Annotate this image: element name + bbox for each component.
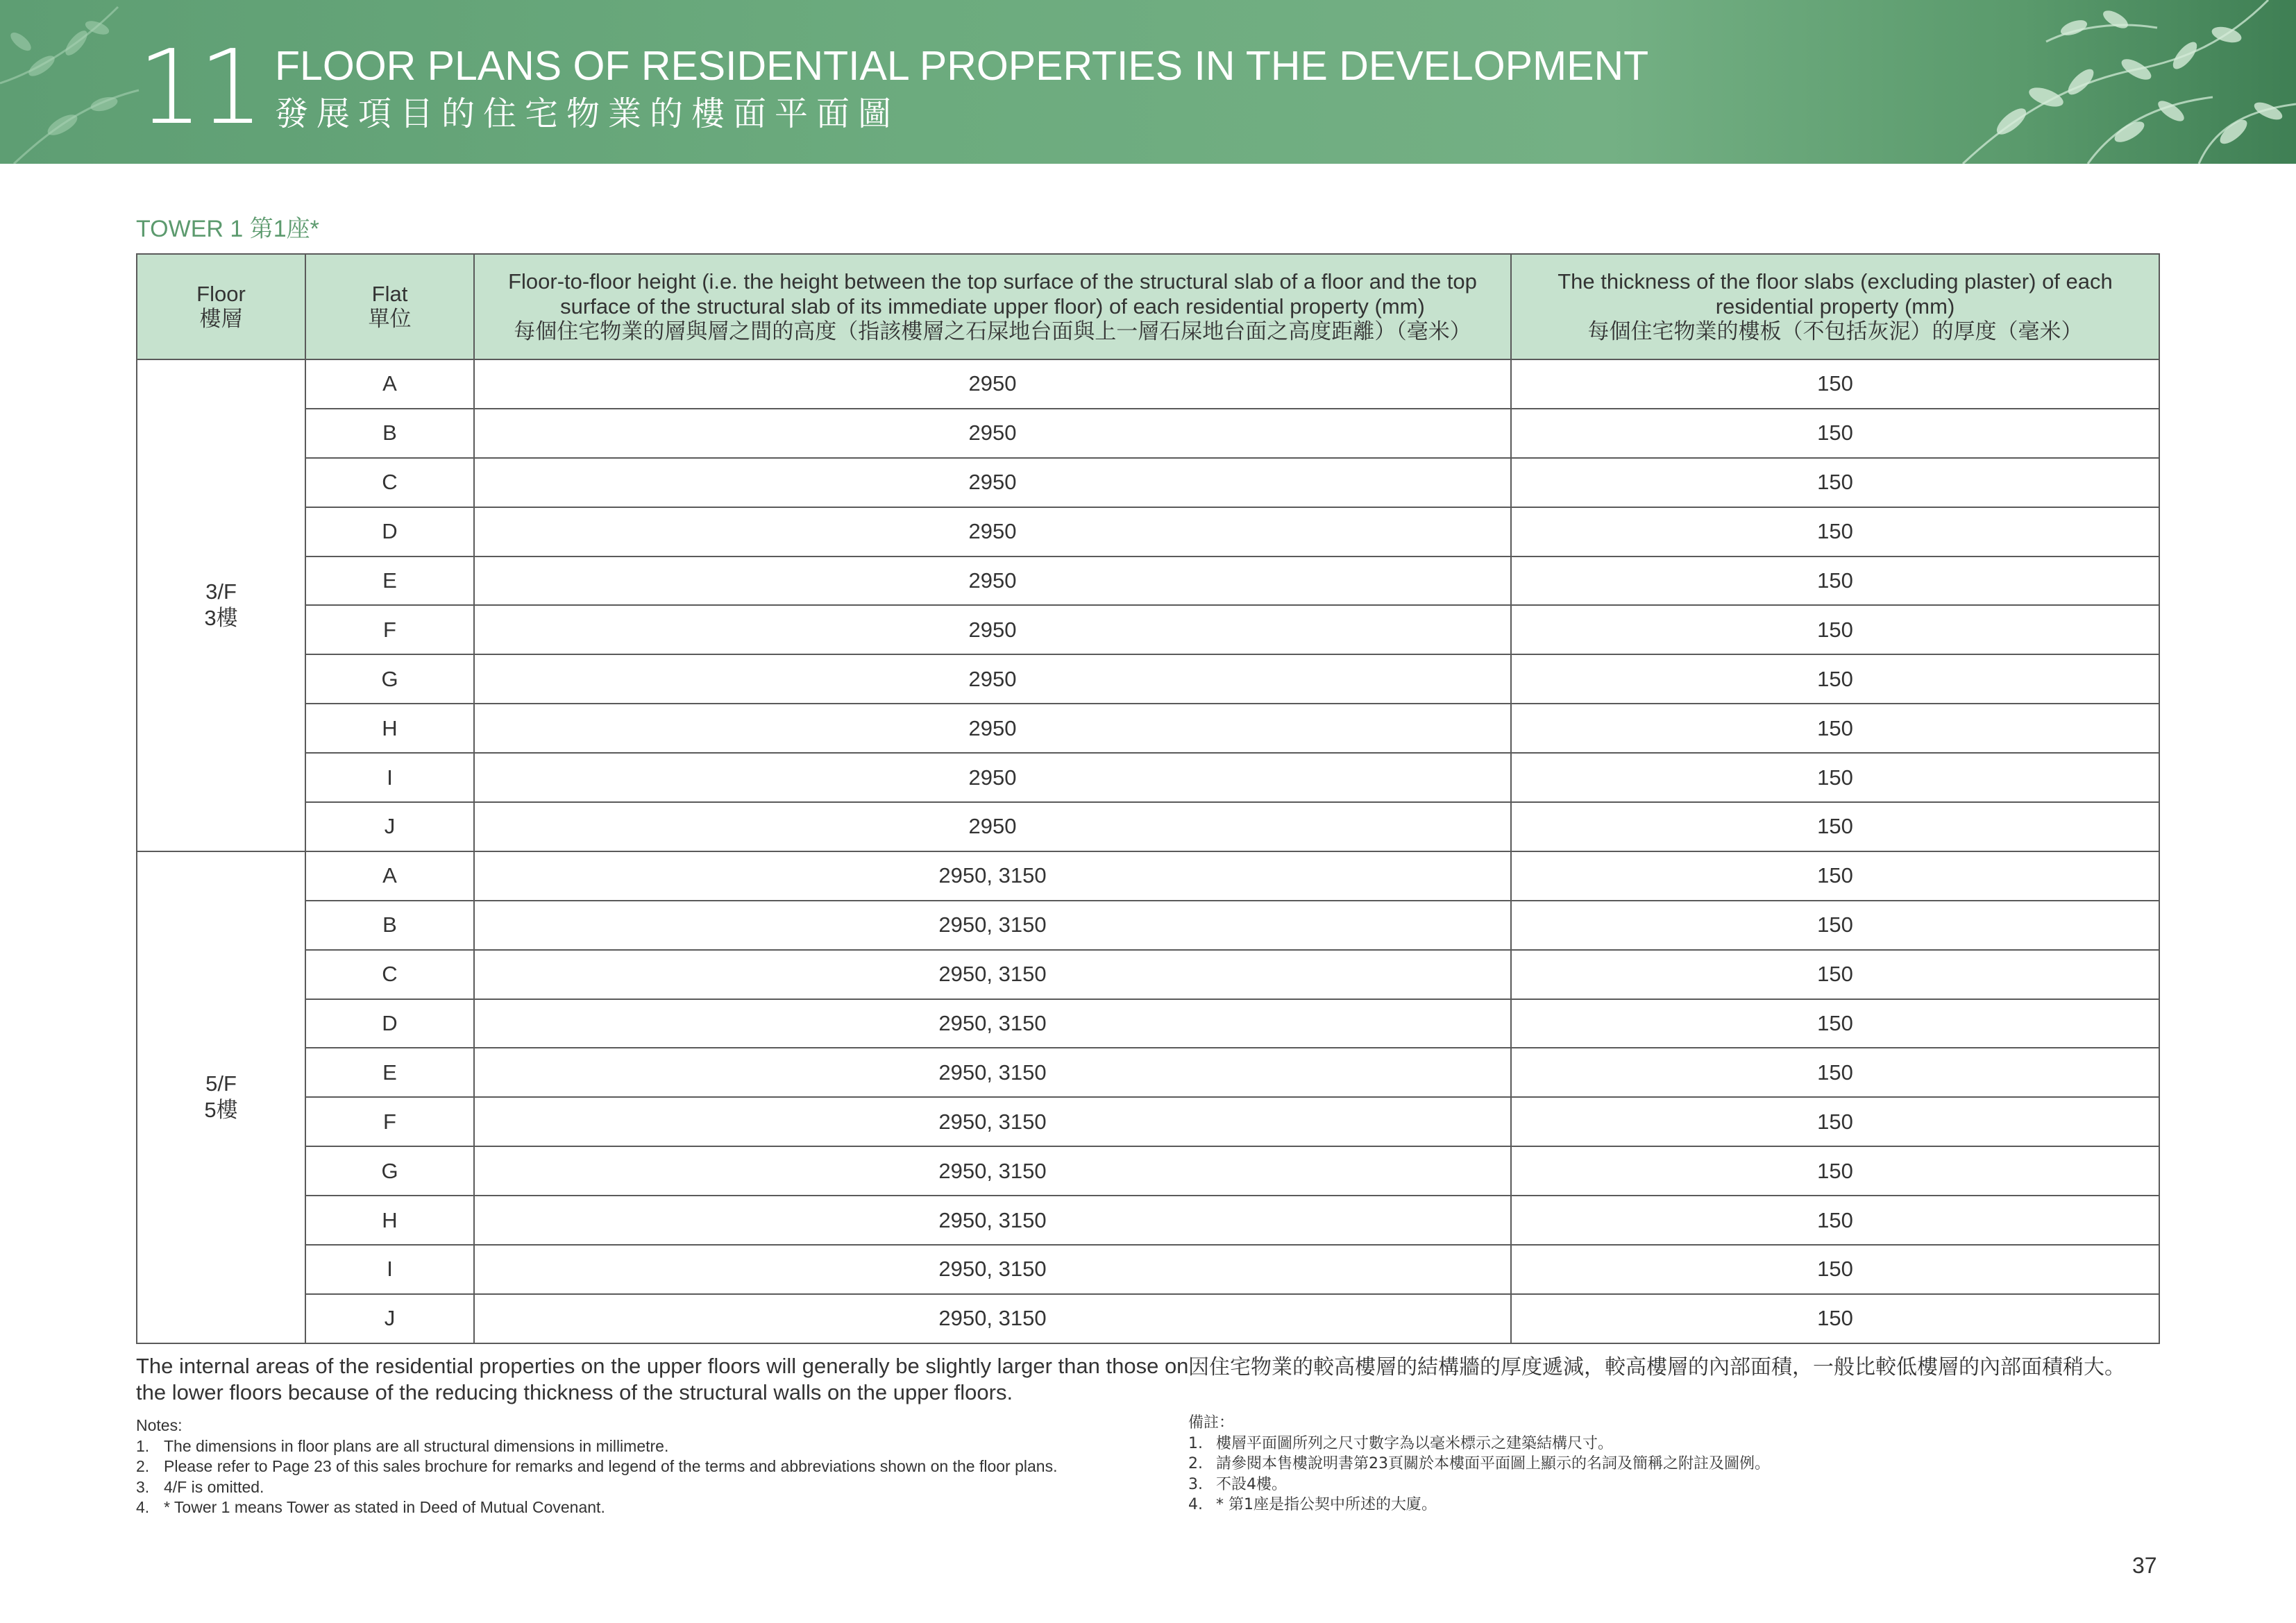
height-cell: 2950 [474, 753, 1511, 802]
thickness-cell: 150 [1511, 1048, 2159, 1097]
height-cell: 2950, 3150 [474, 1048, 1511, 1097]
table-row [137, 1146, 2159, 1196]
thickness-cell: 150 [1511, 458, 2159, 507]
thickness-cell: 150 [1511, 556, 2159, 606]
thickness-cell: 150 [1511, 704, 2159, 753]
table-row [137, 654, 2159, 704]
notes-zh [1188, 1413, 1770, 1515]
flat-cell: I [305, 753, 474, 802]
thickness-cell: 150 [1511, 802, 2159, 851]
table-row [137, 1097, 2159, 1146]
thickness-cell: 150 [1511, 654, 2159, 704]
table-row [137, 704, 2159, 753]
header-floor: Floor 樓層 [137, 254, 305, 359]
note-item: 3. 不設4樓。 [1188, 1475, 1287, 1493]
table-row [137, 359, 2159, 409]
height-cell: 2950 [474, 605, 1511, 654]
flat-cell: I [305, 1245, 474, 1294]
height-cell: 2950 [474, 802, 1511, 851]
page-number: 37 [2132, 1553, 2157, 1578]
table-row [137, 851, 2159, 901]
table-header-row [137, 254, 2159, 359]
height-cell: 2950, 3150 [474, 1097, 1511, 1146]
height-cell: 2950, 3150 [474, 1245, 1511, 1294]
height-cell: 2950, 3150 [474, 851, 1511, 901]
table-row [137, 753, 2159, 802]
section-title-zh: 發展項目的住宅物業的樓面平面圖 [275, 94, 900, 133]
thickness-cell: 150 [1511, 409, 2159, 458]
section-banner [0, 0, 2296, 164]
flat-cell: C [305, 458, 474, 507]
tower-label: TOWER 1 第1座* [136, 216, 319, 242]
flat-cell: D [305, 507, 474, 556]
height-cell: 2950 [474, 507, 1511, 556]
height-cell: 2950, 3150 [474, 999, 1511, 1048]
notes-heading-zh: 備註： [1188, 1414, 1235, 1431]
height-cell: 2950 [474, 704, 1511, 753]
note-item: 1. 樓層平面圖所列之尺寸數字為以毫米標示之建築結構尺寸。 [1188, 1434, 1614, 1452]
thickness-cell: 150 [1511, 1245, 2159, 1294]
leaf-decoration-right-icon [1907, 0, 2296, 164]
height-cell: 2950 [474, 409, 1511, 458]
note-item: 2. 請參閱本售樓說明書第23頁關於本樓面平面圖上顯示的名詞及簡稱之附註及圖例。 [1188, 1455, 1770, 1472]
section-title-en: FLOOR PLANS OF RESIDENTIAL PROPERTIES IN THE DEVELOPMENT [275, 43, 1649, 89]
thickness-cell: 150 [1511, 851, 2159, 901]
flat-cell: H [305, 704, 474, 753]
floor-cell: 5/F 5樓 [137, 851, 305, 1343]
table-row [137, 1245, 2159, 1294]
thickness-cell: 150 [1511, 359, 2159, 409]
description-en: The internal areas of the residential properties on the upper floors will generally be slightly larger than those on the lower floors because of the reducing thickness of the structural walls on the upper floors. [136, 1354, 1189, 1404]
flat-cell: F [305, 605, 474, 654]
table-row [137, 409, 2159, 458]
table-row [137, 901, 2159, 950]
flat-cell: G [305, 654, 474, 704]
flat-cell: A [305, 359, 474, 409]
flat-cell: G [305, 1146, 474, 1196]
table-row [137, 950, 2159, 999]
note-item: 4. * Tower 1 means Tower as stated in Deed of Mutual Covenant. [136, 1498, 605, 1516]
table-row [137, 999, 2159, 1048]
header-flat: Flat 單位 [305, 254, 474, 359]
table-row [137, 1294, 2159, 1343]
table-row [137, 802, 2159, 851]
note-item: 4. * 第1座是指公契中所述的大廈。 [1188, 1496, 1437, 1513]
flat-cell: J [305, 802, 474, 851]
flat-cell: H [305, 1196, 474, 1245]
height-cell: 2950, 3150 [474, 901, 1511, 950]
height-cell: 2950 [474, 654, 1511, 704]
height-cell: 2950, 3150 [474, 1196, 1511, 1245]
notes-heading-en: Notes: [136, 1416, 183, 1434]
height-cell: 2950, 3150 [474, 1294, 1511, 1343]
notes-en [136, 1416, 1177, 1518]
note-item: 3. 4/F is omitted. [136, 1477, 264, 1496]
flat-cell: E [305, 1048, 474, 1097]
height-cell: 2950 [474, 556, 1511, 606]
description-zh: 因住宅物業的較高樓層的結構牆的厚度遞減，較高樓層的內部面積，一般比較低樓層的內部面積稍大。 [1188, 1355, 2125, 1379]
flat-cell: B [305, 901, 474, 950]
table-row [137, 605, 2159, 654]
header-slab-thickness: The thickness of the floor slabs (excluding plaster) of each residential property (mm) 每個住宅物業的樓板（不包括灰泥）的厚度（毫米） [1511, 254, 2159, 359]
table-row [137, 507, 2159, 556]
height-cell: 2950, 3150 [474, 950, 1511, 999]
thickness-cell: 150 [1511, 605, 2159, 654]
height-cell: 2950, 3150 [474, 1146, 1511, 1196]
flat-cell: J [305, 1294, 474, 1343]
note-item: 1. The dimensions in floor plans are all structural dimensions in millimetre. [136, 1436, 669, 1455]
table-row [137, 458, 2159, 507]
thickness-cell: 150 [1511, 950, 2159, 999]
flat-cell: F [305, 1097, 474, 1146]
flat-cell: E [305, 556, 474, 606]
thickness-cell: 150 [1511, 1097, 2159, 1146]
thickness-cell: 150 [1511, 753, 2159, 802]
thickness-cell: 150 [1511, 901, 2159, 950]
thickness-cell: 150 [1511, 1294, 2159, 1343]
flat-cell: A [305, 851, 474, 901]
table-row [137, 1196, 2159, 1245]
thickness-cell: 150 [1511, 999, 2159, 1048]
table-row [137, 1048, 2159, 1097]
height-cell: 2950 [474, 359, 1511, 409]
floor-cell: 3/F 3樓 [137, 359, 305, 851]
thickness-cell: 150 [1511, 1146, 2159, 1196]
note-item: 2. Please refer to Page 23 of this sales brochure for remarks and legend of the terms and abbreviations shown on the floor plans. [136, 1457, 1058, 1475]
height-cell: 2950 [474, 458, 1511, 507]
thickness-cell: 150 [1511, 507, 2159, 556]
flat-cell: D [305, 999, 474, 1048]
flat-cell: B [305, 409, 474, 458]
header-floor-to-floor-height: Floor-to-floor height (i.e. the height between the top surface of the structural slab of a floor and the top surface of the structural slab of its immediate upper floor) of each residential property (mm) 每個住宅物業的層與層之間的高度（指該樓層之石屎地台面與上一層石屎地台面之高度距離）（毫米） [474, 254, 1511, 359]
thickness-cell: 150 [1511, 1196, 2159, 1245]
table-row [137, 556, 2159, 606]
section-number: 11 [137, 28, 260, 147]
floor-height-table [136, 253, 2160, 1344]
flat-cell: C [305, 950, 474, 999]
